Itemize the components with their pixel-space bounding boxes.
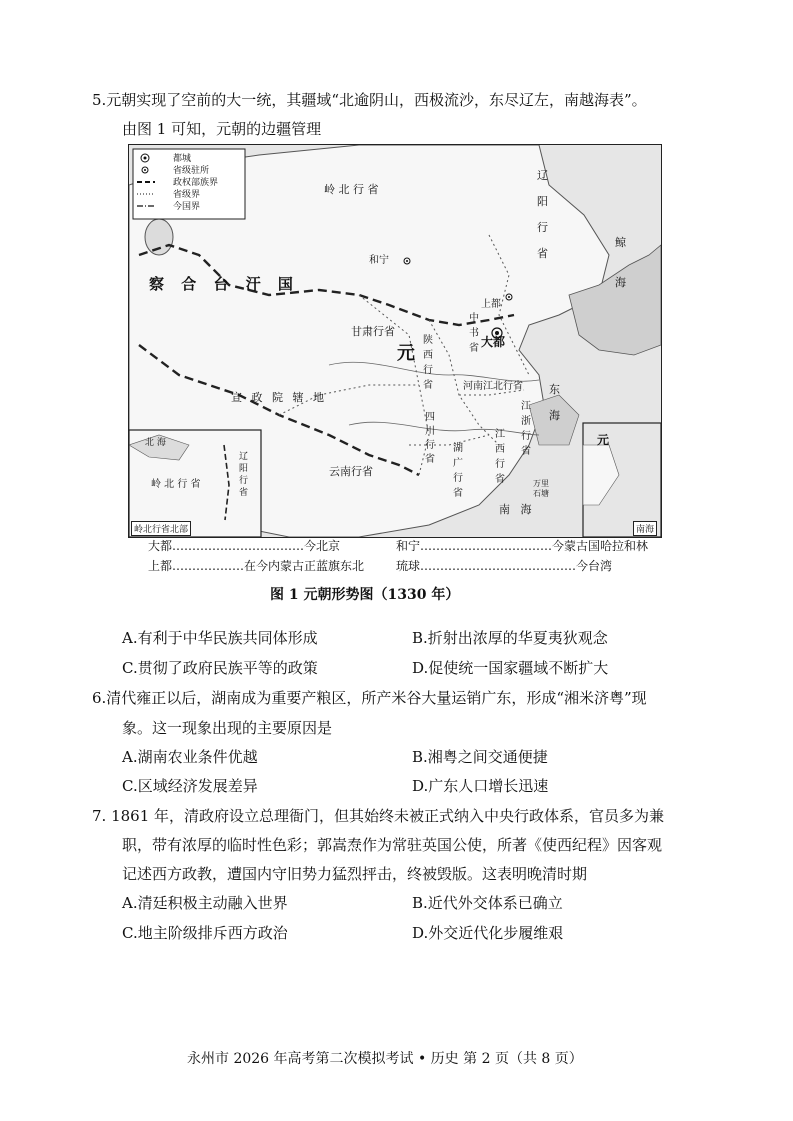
page-footer: 永州市 2026 年高考第二次模拟考试 • 历史 第 2 页（共 8 页） (187, 1051, 583, 1067)
map-note-liuqiu: 琉球…………………………………今台湾 (396, 559, 613, 573)
q7-option-c: C.地主阶级排斥西方政治 (122, 924, 288, 942)
label-henan: 河南江北行省 (463, 381, 523, 392)
yuan-dynasty-map (128, 144, 662, 538)
label-yunnan: 云南行省 (329, 465, 373, 478)
legend-province-border-label: 省级界 (173, 190, 201, 200)
q7-stem-line-3: 记述西方政教，遭国内守旧势力猛烈抨击，终被毁版。这表明晚清时期 (122, 865, 588, 883)
inset-right-yuan: 元 (597, 433, 610, 447)
q5-stem-line-2: 由图 1 可知，元朝的边疆管理 (122, 120, 322, 138)
legend-province-seat-label: 省级驻所 (173, 166, 210, 176)
label-dadu: 大都 (481, 335, 506, 349)
label-nanhai: 南 海 (499, 503, 532, 516)
q5-stem-line-1: 5.元朝实现了空前的大一统，其疆域“北逾阴山，西极流沙，东尽辽左，南越海表”。 (92, 91, 647, 109)
label-jiangxi: 江 西 行 省 (495, 429, 505, 485)
q7-stem-line-1: 7. 1861 年，清政府设立总理衙门，但其始终未被正式纳入中央行政体系，官员多为兼 (92, 807, 665, 825)
q7-option-d: D.外交近代化步履维艰 (412, 924, 564, 942)
label-donghai: 东 海 (549, 383, 560, 422)
inset-right-title: 南海 (633, 521, 657, 536)
q6-option-b: B.湘粤之间交通便捷 (412, 748, 548, 766)
label-liaoyang: 辽 阳 行 省 (537, 169, 548, 260)
q7-stem-line-2: 职，带有浓厚的临时性色彩；郭嵩焘作为常驻英国公使，所著《使西纪程》因客观 (122, 836, 663, 854)
legend-capital-label: 都城 (173, 154, 192, 164)
label-jinghai: 鲸 海 (615, 236, 626, 289)
q6-option-d: D.广东人口增长迅速 (412, 777, 549, 795)
inset-left-liaoyang: 辽 阳 行 省 (239, 452, 249, 498)
label-xuanzheng: 宣 政 院 辖 地 (231, 391, 327, 404)
label-zhongshu: 中 书 省 (469, 313, 479, 354)
label-shangdu: 上都 (481, 299, 501, 310)
label-hening: 和宁 (369, 255, 389, 266)
map-note-shangdu: 上都………………在今内蒙古正蓝旗东北 (148, 559, 365, 573)
q7-option-a: A.清廷积极主动融入世界 (122, 894, 288, 912)
label-shaanxi: 陕 西 行 省 (423, 335, 433, 391)
map-note-dadu: 大都……………………………今北京 (148, 539, 341, 553)
q5-option-c: C.贯彻了政府民族平等的政策 (122, 659, 318, 677)
label-chahetai: 察 合 台 汗 国 (149, 275, 299, 293)
q6-option-a: A.湖南农业条件优越 (122, 748, 258, 766)
q7-option-b: B.近代外交体系已确立 (412, 894, 563, 912)
label-sichuan: 四 川 行 省 (425, 412, 435, 465)
label-wanshi: 万里 石塘 (533, 479, 549, 498)
label-huguang: 湖 广 行 省 (453, 443, 463, 499)
map-note-hening: 和宁……………………………今蒙古国哈拉和林 (396, 539, 649, 553)
label-gansu: 甘肃行省 (351, 325, 395, 338)
inset-left-title: 岭北行省北部 (131, 521, 191, 536)
inset-left-province: 岭 北 行 省 (151, 479, 201, 490)
q5-option-a: A.有利于中华民族共同体形成 (122, 629, 318, 647)
legend-polity-border-label: 政权部族界 (173, 178, 219, 188)
q5-option-b: B.折射出浓厚的华夏夷狄观念 (412, 629, 608, 647)
inset-left-sea: 北 海 (145, 438, 166, 448)
label-yuan: 元 (397, 343, 415, 364)
figure-caption: 图 1 元朝形势图（1330 年） (270, 587, 460, 603)
q6-stem-line-2: 象。这一现象出现的主要原因是 (122, 719, 333, 737)
label-jiangzhe: 江 浙 行 省 (521, 401, 531, 457)
q5-option-d: D.促使统一国家疆域不断扩大 (412, 659, 609, 677)
legend-national-border-label: 今国界 (173, 202, 201, 212)
label-lingbei: 岭 北 行 省 (324, 183, 379, 196)
q6-option-c: C.区域经济发展差异 (122, 777, 258, 795)
q6-stem-line-1: 6.清代雍正以后，湖南成为重要产粮区，所产米谷大量运销广东，形成“湘米济粤”现 (92, 689, 647, 707)
